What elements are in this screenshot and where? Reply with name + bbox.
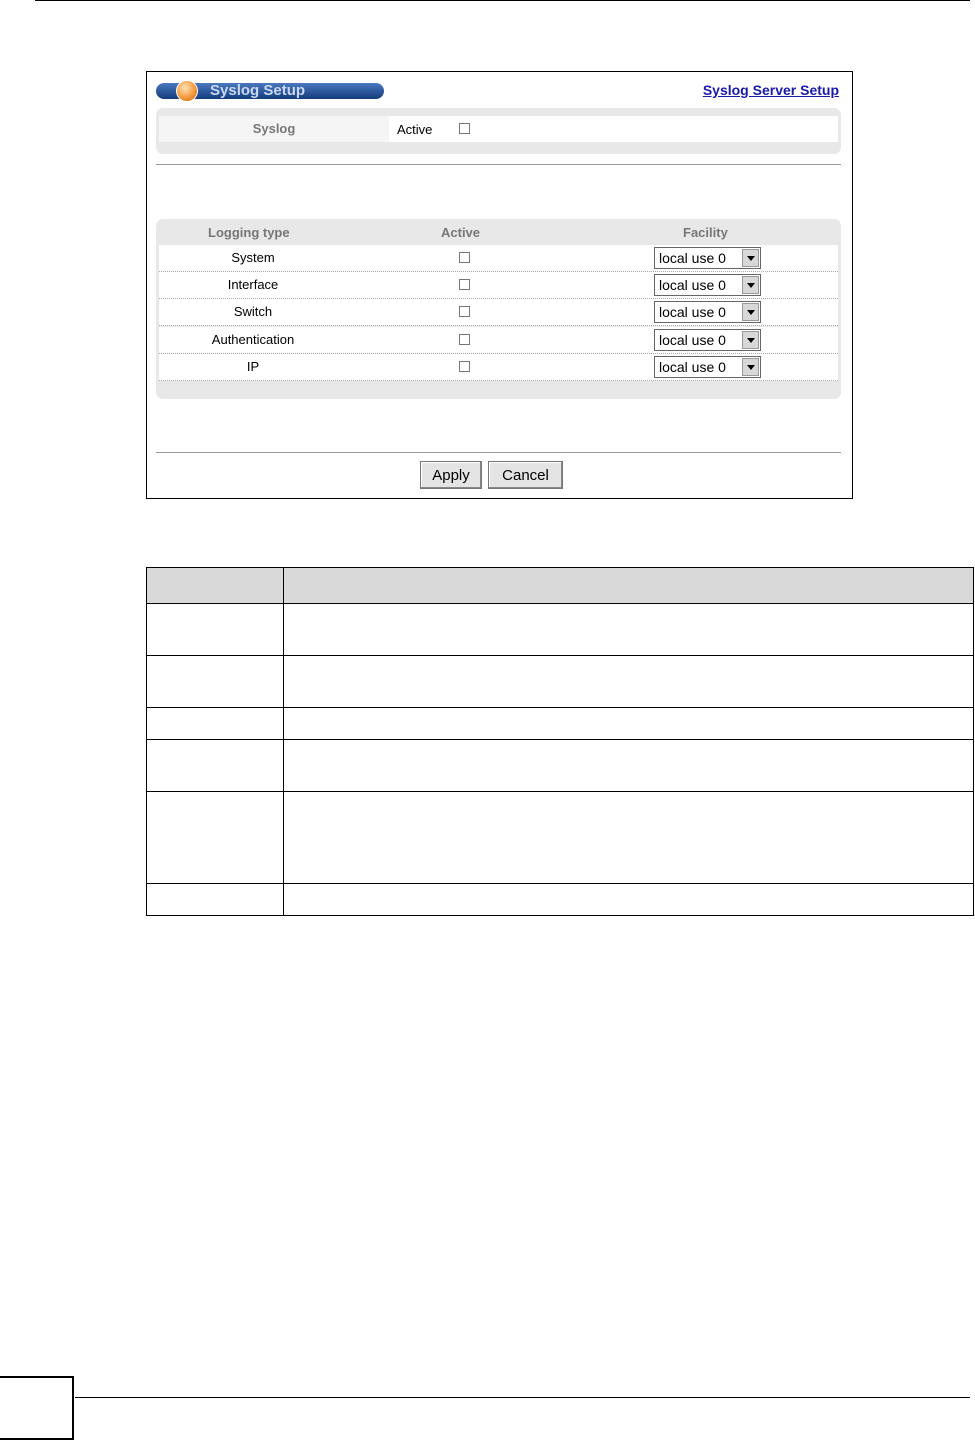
table-row bbox=[146, 707, 974, 740]
table-row bbox=[146, 791, 974, 884]
facility-value: local use 0 bbox=[659, 250, 726, 266]
page-title: Syslog Setup bbox=[210, 82, 306, 99]
divider bbox=[156, 164, 841, 165]
syslog-active-checkbox[interactable] bbox=[459, 123, 470, 134]
header-facility: Facility bbox=[683, 225, 728, 240]
divider bbox=[156, 452, 841, 453]
table-row bbox=[146, 603, 974, 656]
chevron-down-icon[interactable] bbox=[742, 331, 759, 349]
syslog-setup-screen bbox=[146, 71, 853, 499]
chevron-down-icon[interactable] bbox=[742, 276, 759, 294]
facility-value: local use 0 bbox=[659, 277, 726, 293]
facility-select[interactable] bbox=[654, 274, 761, 296]
active-checkbox[interactable] bbox=[459, 306, 470, 317]
facility-value: local use 0 bbox=[659, 304, 726, 320]
active-checkbox[interactable] bbox=[459, 361, 470, 372]
facility-value: local use 0 bbox=[659, 359, 726, 375]
logging-type-label: Authentication bbox=[211, 332, 295, 347]
chevron-down-icon[interactable] bbox=[742, 358, 759, 376]
apply-button[interactable]: Apply bbox=[420, 461, 482, 489]
logging-type-label: IP bbox=[246, 359, 260, 374]
active-checkbox[interactable] bbox=[459, 252, 470, 263]
logging-type-label: Interface bbox=[227, 277, 279, 292]
cancel-button[interactable]: Cancel bbox=[488, 461, 563, 489]
page-number-box bbox=[0, 1376, 74, 1440]
table-row bbox=[159, 272, 838, 299]
logging-type-panel bbox=[156, 219, 841, 399]
table-row bbox=[159, 299, 838, 326]
active-checkbox[interactable] bbox=[459, 279, 470, 290]
syslog-active-label: Active bbox=[397, 122, 433, 137]
table-row bbox=[159, 245, 838, 272]
table-row bbox=[146, 655, 974, 708]
logging-type-label: System bbox=[231, 250, 275, 265]
facility-select[interactable] bbox=[654, 247, 761, 269]
table-row bbox=[146, 883, 974, 916]
orb-icon bbox=[176, 80, 198, 102]
header-logging-type: Logging type bbox=[208, 225, 290, 240]
title-bar bbox=[156, 83, 384, 99]
table-row bbox=[159, 354, 838, 381]
table-header-row bbox=[146, 567, 974, 604]
facility-value: local use 0 bbox=[659, 332, 726, 348]
table-row bbox=[146, 739, 974, 792]
chevron-down-icon[interactable] bbox=[742, 303, 759, 321]
logging-type-label: Switch bbox=[233, 304, 273, 319]
syslog-row bbox=[159, 116, 838, 142]
table-row bbox=[159, 327, 838, 354]
facility-select[interactable] bbox=[654, 356, 761, 378]
syslog-server-setup-link[interactable]: Syslog Server Setup bbox=[702, 82, 839, 98]
facility-select[interactable] bbox=[654, 329, 761, 351]
syslog-label: Syslog bbox=[159, 116, 389, 142]
facility-select[interactable] bbox=[654, 301, 761, 323]
top-rule bbox=[35, 0, 970, 1]
table-header bbox=[156, 219, 841, 245]
active-checkbox[interactable] bbox=[459, 334, 470, 345]
bottom-rule bbox=[75, 1397, 970, 1398]
header-active: Active bbox=[441, 225, 481, 240]
chevron-down-icon[interactable] bbox=[742, 249, 759, 267]
syslog-panel bbox=[156, 108, 841, 154]
